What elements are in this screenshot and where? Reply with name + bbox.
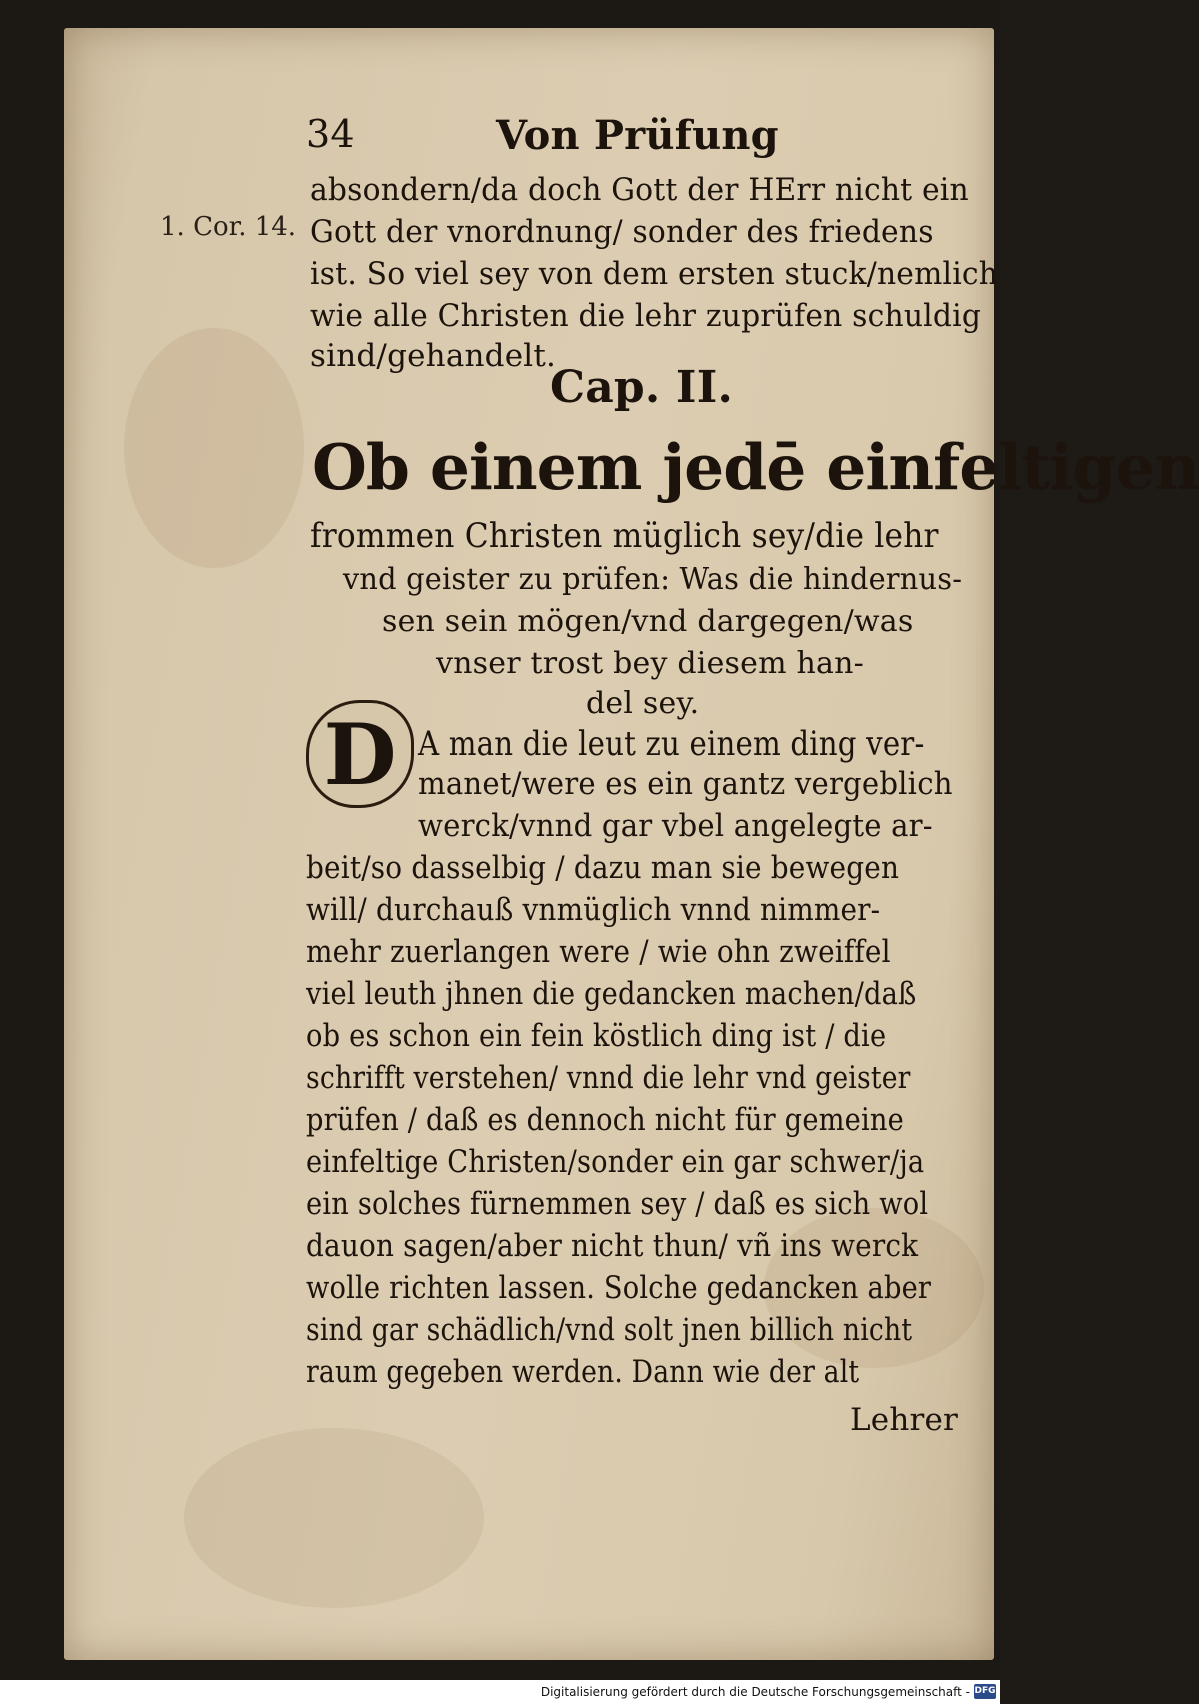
text-line: manet/were es ein gantz vergeblich [418,766,953,802]
text-line: viel leuth jhnen die gedancken machen/daß [306,976,917,1012]
footer-credit: Digitalisierung gefördert durch die Deutsche Forschungsgemeinschaft - [540,1685,970,1699]
chapter-heading-line: vnser trost bey diesem han- [436,646,864,681]
dfg-logo-icon: DFG [974,1684,996,1699]
text-line: ist. So viel sey von dem ersten stuck/nemlich [310,256,999,292]
text-line: will/ durchauß vnmüglich vnnd nimmer- [306,892,881,928]
chapter-heading-line: del sey. [586,686,700,721]
chapter-heading-line: sen sein mögen/vnd dargegen/was [382,604,914,639]
text-line: einfeltige Christen/sonder ein gar schwer/ja [306,1144,925,1180]
text-line: wolle richten lassen. Solche gedancken aber [306,1270,932,1306]
text-line: A man die leut zu einem ding ver- [418,724,925,764]
digitization-footer [0,1680,1000,1704]
text-line: mehr zuerlangen were / wie ohn zweiffel [306,934,891,970]
text-line: Gott der vnordnung/ sonder des friedens [310,214,934,250]
text-line: sind gar schädlich/vnd solt jnen billich nicht [306,1312,913,1348]
text-line: sind/gehandelt. [310,338,557,374]
text-line: werck/vnnd gar vbel angelegte ar- [418,808,933,844]
text-line: ein solches fürnemmen sey / daß es sich wol [306,1186,929,1222]
text-line: ob es schon ein fein köstlich ding ist / die [306,1018,887,1054]
running-head: Von Prüfung [496,112,779,159]
text-line: beit/so dasselbig / dazu man sie bewegen [306,850,900,886]
catchword: Lehrer [850,1402,959,1438]
text-line: schrifft verstehen/ vnnd die lehr vnd geister [306,1060,911,1096]
chapter-heading-line: Ob einem jedē einfeltigen [312,430,1199,504]
chapter-heading-line: vnd geister zu prüfen: Was die hindernus- [342,562,963,597]
marginal-note: 1. Cor. 14. [160,212,297,242]
text-line: raum gegeben werden. Dann wie der alt [306,1354,860,1390]
text-line: dauon sagen/aber nicht thun/ vñ ins werck [306,1228,919,1264]
drop-capital: D [306,700,414,808]
text-line: absondern/da doch Gott der HErr nicht ein [310,172,969,208]
text-line: prüfen / daß es dennoch nicht für gemeine [306,1102,904,1138]
chapter-title: Cap. II. [550,362,734,413]
text-line: wie alle Christen die lehr zuprüfen schuldig [310,298,982,334]
page-number: 34 [306,112,355,156]
chapter-heading-line: frommen Christen müglich sey/die lehr [310,516,939,556]
